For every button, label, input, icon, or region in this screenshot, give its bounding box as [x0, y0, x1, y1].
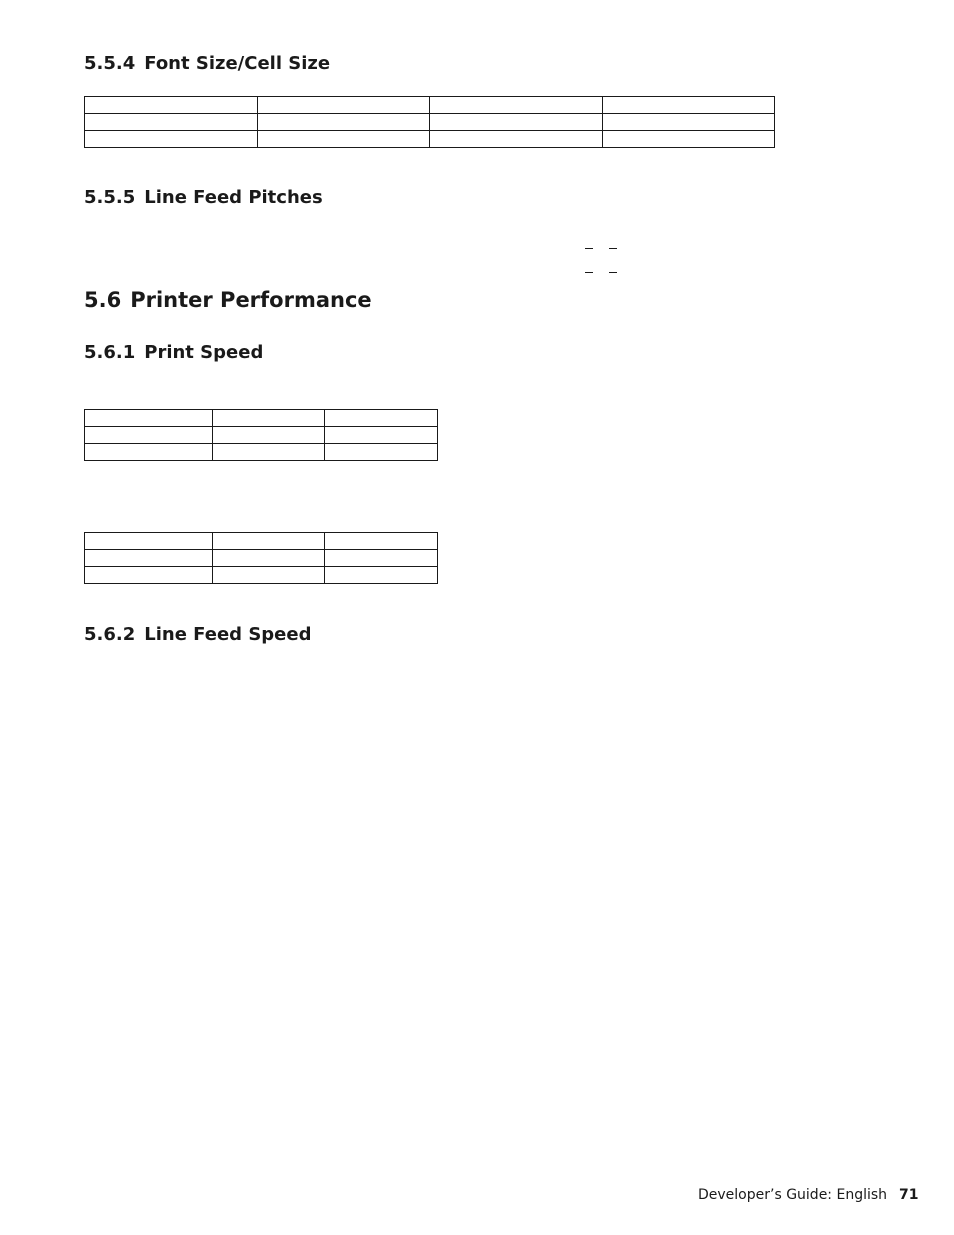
font-cell-size-table — [84, 96, 775, 148]
table-row — [85, 444, 438, 461]
table-row — [85, 550, 438, 567]
table-row — [85, 533, 438, 550]
section-heading-line-feed-speed: 5.6.2 Line Feed Speed — [84, 624, 312, 645]
table-row — [85, 410, 438, 427]
section-heading-printer-performance: 5.6 Printer Performance — [84, 288, 372, 312]
table-row — [85, 114, 775, 131]
table-row — [85, 131, 775, 148]
table-row — [85, 97, 775, 114]
print-speed-table-1 — [84, 409, 438, 461]
print-speed-table-2 — [84, 532, 438, 584]
section-heading-print-speed: 5.6.1 Print Speed — [84, 342, 264, 363]
dash-mark — [609, 248, 617, 249]
dash-mark — [585, 248, 593, 249]
page-number: 71 — [899, 1187, 919, 1203]
table-row — [85, 427, 438, 444]
section-heading-font-size: 5.5.4 Font Size/Cell Size — [84, 53, 331, 74]
dash-mark — [609, 272, 617, 273]
table-row — [85, 567, 438, 584]
dash-mark — [585, 272, 593, 273]
footer-guide-title: Developer’s Guide: English — [698, 1187, 888, 1203]
section-heading-line-feed-pitches: 5.5.5 Line Feed Pitches — [84, 187, 323, 208]
